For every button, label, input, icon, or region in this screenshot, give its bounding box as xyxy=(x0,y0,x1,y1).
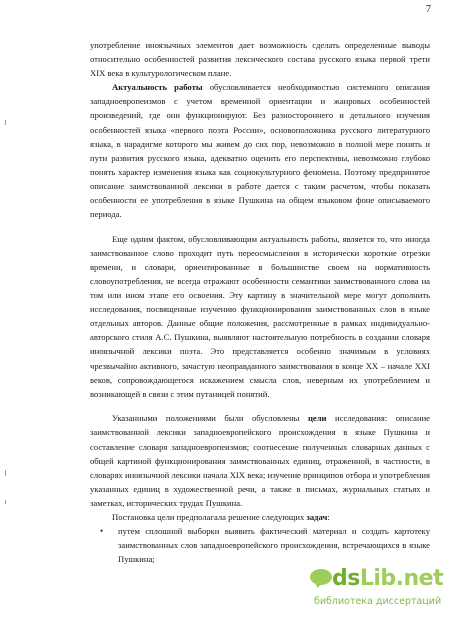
watermark-brand-b: Lib.net xyxy=(359,566,444,591)
watermark-tagline: библиотека диссертаций xyxy=(314,596,442,607)
goals-text: исследования: описание заимствованной лексики западноевропейского происхождения в языке Пушкина и составление словаря западноевропеизмов; соотнесение полученных словарных данных с общей картиной функционирования заимствованных единиц, отраженной, в частности, в словарях иноязычной лексики начала XIX века; изучение принципов отбора и употребления указанных единиц в художественной речи, а также в письмах, журнальных статьях и заметках, исторических трудах Пушкина. xyxy=(90,413,430,508)
tasks-paragraph xyxy=(90,510,430,524)
watermark-brand-a: ds xyxy=(332,566,360,591)
page-number: 7 xyxy=(426,4,431,15)
fact-paragraph xyxy=(90,232,430,401)
intro-text: употребление иноязычных элементов дает возможность сделать определенные выводы относительно особенностей развития лексического состава русского языка первой трети XIX века в культурологическом плане. xyxy=(90,40,430,79)
margin-mark xyxy=(5,470,6,476)
relevance-text: обусловливается необходимостью системного описания западноевропеизмов с учетом временной ориентации и жанровых особенностей произведений, где они функционируют. Без разностороннего и детального изучения особенностей языка «первого поэта России», основоположника русского литературного языка, в нарадигме которого мы живем до сих пор, невозможно в полной мере понять и пути развития русского языка, адекватно оценить его перспективы, невозможно глубоко понять характер изменения языка как социокультурного феномена. Поэтому предпринятое описание заимствованной лексики в работе дается с таким расчетом, чтобы показать особенности ее употребления в языке Пушкина на общем языковом фоне описываемого периода. xyxy=(90,82,430,220)
fact-text: Еще одним фактом, обусловливающим актуальность работы, является то, что иногда заимствованное слово проходит путь переосмысления в исторически короткие отрезки времени, и словари, ориентированные в большинстве своем на нормативность словоупотребления, не всегда отражают особенности семантики заимствованного слова на том или ином этапе его освоения. Эту картину в значительной мере могут дополнить исследования, посвященные изучению функционирования заимствованных слов в языке отдельных авторов. Данные общие положения, рассмотренные в рамках индивидуально-авторского стиля А.С. Пушкина, выявляют настоятельную потребность в создании словаря иноязычной лексики поэта. Это представляется особенно значимым в условиях чрезвычайно активного, зачастую неоправданного заимствования в конце XX – начале XXI веков, сопровождающегося искажением смысла слов, неверным их употреблением и возникающей в связи с этим путаницей понятий. xyxy=(90,233,430,399)
list-item: • путем сплошной выборки выявить фактический материал и создать картотеку заимствованных слов западноевропейского происхождения, встречающихся в языке Пушкина; xyxy=(90,524,430,566)
tasks-list xyxy=(90,524,430,566)
tasks-intro-text: Постановка цели предполагала решение следующих xyxy=(112,512,307,522)
watermark-logo xyxy=(332,566,443,591)
margin-mark xyxy=(5,120,6,125)
goals-paragraph xyxy=(90,411,430,510)
relevance-heading: Актуальность работы xyxy=(112,82,203,93)
tasks-colon: : xyxy=(327,512,330,522)
goals-keyword: цели xyxy=(307,413,327,424)
intro-paragraph xyxy=(90,38,430,80)
goals-intro-text: Указанными положениями были обусловлены xyxy=(112,413,308,424)
tasks-keyword: задач xyxy=(306,512,328,522)
speech-bubble-icon xyxy=(310,569,332,585)
relevance-paragraph xyxy=(90,80,430,221)
dslib-watermark xyxy=(308,566,448,618)
document-body xyxy=(90,38,430,566)
margin-mark xyxy=(5,500,6,504)
